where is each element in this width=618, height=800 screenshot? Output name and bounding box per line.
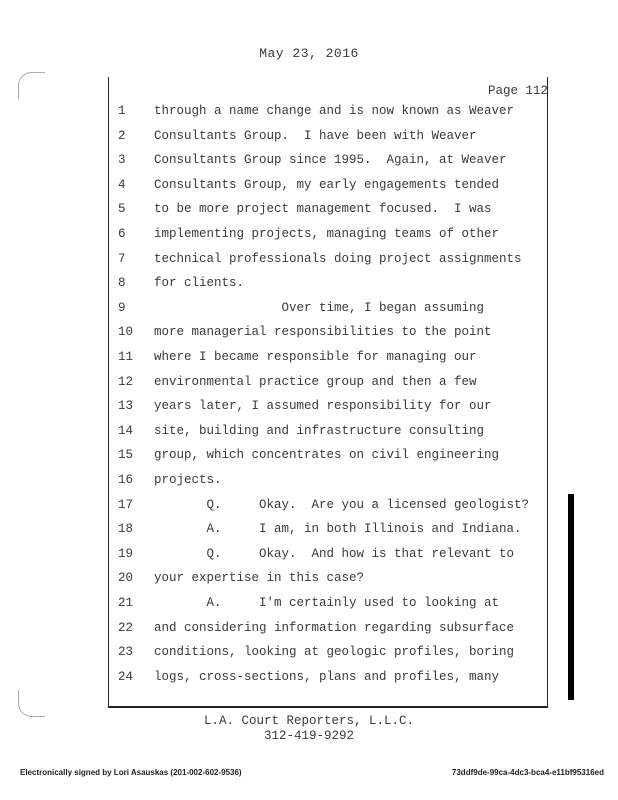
line-text: A. I'm certainly used to looking at [154, 596, 500, 610]
line-text: group, which concentrates on civil engineering [154, 448, 500, 463]
transcript-frame [108, 77, 548, 708]
line-number: 17 [118, 497, 134, 512]
line-text: conditions, looking at geologic profiles, boring [154, 645, 515, 660]
line-text: Q. Okay. And how is that relevant to [154, 546, 515, 561]
line-text: environmental practice group and then a few [154, 374, 477, 389]
line-number: 23 [118, 645, 134, 660]
page-number: Page 112 [487, 84, 548, 98]
line-number: 6 [118, 227, 126, 241]
line-number: 2 [118, 128, 126, 143]
document-hash: 73ddf9de-99ca-4dc3-bca4-e11bf95316ed [451, 768, 604, 777]
line-number: 21 [118, 596, 134, 610]
line-number: 4 [118, 177, 126, 192]
electronic-signature: Electronically signed by Lori Asauskas (201-002-602-9536) [20, 768, 242, 777]
line-number: 14 [118, 423, 134, 438]
line-number: 12 [118, 374, 134, 389]
line-text: technical professionals doing project assignments [154, 251, 522, 266]
header-date: May 23, 2016 [259, 46, 359, 61]
line-text: logs, cross-sections, plans and profiles, many [154, 669, 500, 684]
line-number: 20 [118, 571, 134, 586]
line-text: your expertise in this case? [154, 571, 365, 586]
line-text: Consultants Group. I have been with Weaver [154, 128, 477, 143]
punch-hole-mark-top [18, 72, 45, 99]
line-text: A. I am, in both Illinois and Indiana. [154, 522, 522, 537]
line-text: more managerial responsibilities to the point [154, 325, 492, 340]
line-number: 19 [118, 546, 134, 561]
line-number: 9 [118, 300, 126, 315]
line-text: for clients. [154, 276, 245, 291]
line-number: 15 [118, 448, 134, 463]
line-text: through a name change and is now known as Weaver [154, 104, 515, 118]
line-text: implementing projects, managing teams of other [154, 227, 500, 241]
line-number: 24 [118, 669, 134, 684]
footer-company: L.A. Court Reporters, L.L.C. [203, 714, 415, 728]
line-number: 10 [118, 325, 134, 340]
line-number: 13 [118, 399, 134, 414]
footer-phone: 312-419-9292 [263, 729, 354, 743]
line-number: 3 [118, 153, 126, 168]
line-number: 5 [118, 202, 126, 217]
line-number: 8 [118, 276, 126, 291]
line-text: to be more project management focused. I was [154, 202, 492, 217]
line-number: 18 [118, 522, 134, 537]
line-number: 22 [118, 620, 134, 635]
margin-bar [568, 494, 574, 700]
line-number: 1 [118, 104, 126, 118]
line-text: Q. Okay. Are you a licensed geologist? [154, 497, 530, 512]
line-text: where I became responsible for managing our [154, 350, 477, 364]
line-text: projects. [154, 473, 222, 487]
line-number: 7 [118, 251, 126, 266]
line-text: Over time, I began assuming [154, 300, 485, 315]
line-text: Consultants Group, my early engagements tended [154, 177, 500, 192]
line-text: site, building and infrastructure consulting [154, 423, 485, 438]
line-text: and considering information regarding subsurface [154, 620, 515, 635]
line-text: Consultants Group since 1995. Again, at Weaver [154, 153, 507, 168]
punch-hole-mark-bottom [18, 690, 45, 717]
line-number: 16 [118, 473, 134, 487]
line-text: years later, I assumed responsibility for our [154, 399, 492, 414]
line-number: 11 [118, 350, 134, 364]
